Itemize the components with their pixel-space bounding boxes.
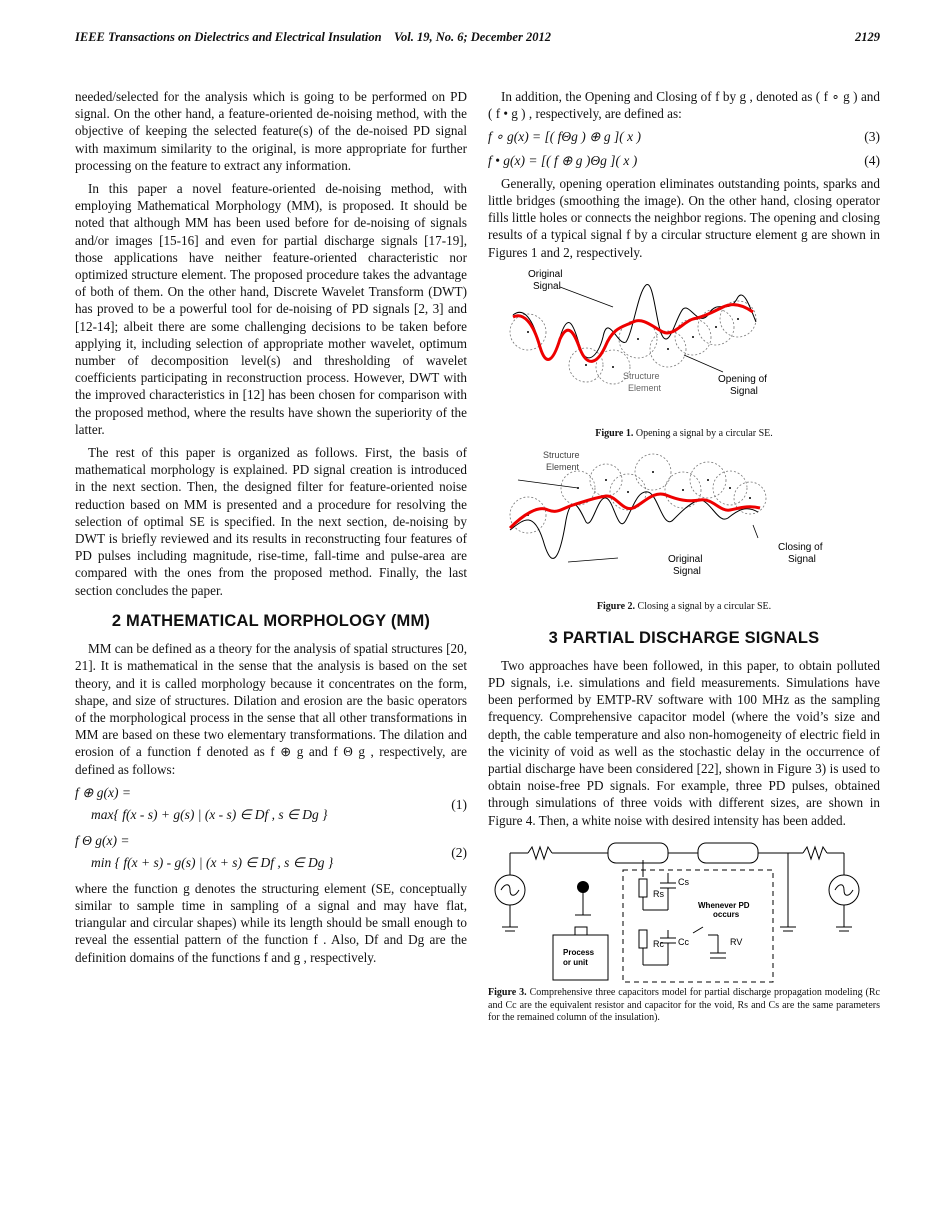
figure-2-diagram bbox=[488, 450, 880, 590]
fig1-opening-label-2: Signal bbox=[730, 385, 758, 397]
label-cs: Cs bbox=[678, 876, 689, 887]
resistor-rs bbox=[639, 879, 647, 897]
page-number: 2129 bbox=[855, 30, 880, 44]
fig2-closing-label: Closing of bbox=[778, 542, 823, 554]
equation-2: f Θ g(x) = min { f(x + s) - g(s) | (x + s) ∈ Df , s ∈ Dg } (2) bbox=[75, 832, 467, 870]
paragraph: needed/selected for the analysis which is going to be performed on PD signal. On the other hand, a feature-oriented de-noising method, with the objective of keeping the selected feature(s) of the de-noised PD signal with maximum similarity to the original, is more appropriate for further processing on the feature to extract any information. bbox=[75, 89, 467, 173]
paragraph: MM can be defined as a theory for the analysis of spatial structures [20, 21]. It is mathematical in the sense that the analysis is based on the set theory, and it is called morphology because it concentrates on the form, shape, and size of structures. Dilation and erosion are the basic operators of the morphological process in the sense that all other transformations in MM are based on these two elementary transformations. The dilation and erosion of a function f denoted as f ⊕ g and f Θ g , respectively, are defined as follows: bbox=[75, 641, 467, 777]
paragraph: Generally, opening operation eliminates outstanding points, sparks and little bridges (smoothing the image). On the other hand, closing operator fills little holes or connects the neighbor regions. The opening and closing results of a typical signal f by a circular structure element g are shown in Figures 1 and 2, respectively. bbox=[488, 175, 880, 260]
figure-3-circuit bbox=[488, 835, 880, 983]
figure-2-caption: Figure 2. Closing a signal by a circular SE. bbox=[596, 601, 772, 613]
equation-4: f • g(x) = [( f ⊕ g )Θg ]( x ) (4) bbox=[488, 152, 880, 168]
fig1-element-label: Element bbox=[628, 382, 662, 393]
label-whenever: Whenever PD bbox=[698, 900, 750, 910]
section-heading-pd: 3 PARTIAL DISCHARGE SIGNALS bbox=[548, 628, 820, 647]
figure-1-caption: Figure 1. Opening a signal by a circular SE. bbox=[595, 428, 773, 440]
original-signal-pointer bbox=[560, 287, 613, 307]
original-signal-line bbox=[510, 492, 758, 559]
figure-1-diagram bbox=[488, 267, 880, 417]
fig1-original-label-2: Signal bbox=[533, 280, 561, 292]
resistor-left bbox=[528, 847, 552, 859]
fig2-original-label: Original bbox=[668, 554, 703, 566]
paragraph: Two approaches have been followed, in this paper, to obtain polluted PD signals, i.e. simulations and field measurements. Simulations have been performed by EMTP-RV software with 100 MHz as the sampling frequency. Comprehensive capacitor model (where the void’s size and depth, the cable temperature and also non-homogeneity of electric field in the vicinity of void as well as the stochastic delay in the occurrence of partial discharge have been considered [22], shown in Figure 3) is used to obtain noise-free PD signals. For example, three PD pulses, obtained through simulations of three voids with different sizes, are shown in Figure 4. Then, a white noise with desired intensity has been added. bbox=[488, 657, 880, 828]
right-column bbox=[488, 88, 880, 1025]
figure-2 bbox=[488, 450, 880, 615]
section-heading-mm: 2 MATHEMATICAL MORPHOLOGY (MM) bbox=[111, 611, 431, 630]
paragraph: where the function g denotes the structuring element (SE, conceptually similar to sample time in sampling of a signal and may have flat, triangular and circular shapes) while its length should be small enough to reveal the essential pattern of the function f . Also, Df and Dg are the definition domains of the functions f and g , respectively. bbox=[75, 880, 467, 965]
journal-and-volume: IEEE Transactions on Dielectrics and Electrical Insulation Vol. 19, No. 6; December 2012 bbox=[75, 30, 551, 44]
original-signal-pointer bbox=[568, 558, 618, 562]
fig2-closing-label-2: Signal bbox=[788, 554, 816, 566]
label-rv: RV bbox=[730, 936, 743, 947]
label-cc: Cc bbox=[678, 936, 689, 947]
equation-3: f ∘ g(x) = [( fΘg ) ⊕ g ]( x ) (3) bbox=[488, 129, 880, 145]
label-unit: or unit bbox=[563, 957, 588, 967]
cable-left bbox=[608, 843, 668, 863]
fig1-structure-label: Structure bbox=[623, 370, 660, 381]
paragraph: The rest of this paper is organized as follows. First, the basis of mathematical morphology is explained. PD signal creation is introduced in the next section. Then, the designed filter for feature-oriented noise reduction based on MM is presented and a procedure for resolving the selection of optimal SE is specified. In the next section, de-noising by DWT is briefly reviewed and its results in reconstructing four features of PD pulses including magnitude, rise-time, fall-time and pulse-area are compared with the ones from the proposed method. Finally, the last section concludes the paper. bbox=[75, 445, 467, 598]
cable-right bbox=[698, 843, 758, 863]
running-header bbox=[75, 30, 880, 50]
fig1-original-label: Original bbox=[528, 268, 563, 280]
fig2-structure-label: Structure bbox=[543, 450, 580, 461]
resistor-right bbox=[803, 847, 827, 859]
resistor-rc bbox=[639, 930, 647, 948]
fig2-original-label-2: Signal bbox=[673, 566, 701, 578]
left-column bbox=[75, 88, 467, 972]
sensor-icon bbox=[577, 881, 589, 893]
figure-3 bbox=[488, 835, 880, 1025]
label-occurs: occurs bbox=[713, 909, 740, 919]
closing-signal-line bbox=[510, 494, 760, 528]
figure-1 bbox=[488, 267, 880, 442]
label-process: Process bbox=[563, 947, 595, 957]
paragraph: In this paper a novel feature-oriented de-noising method, with employing Mathematical Morphology (MM), is proposed. It should be noted that although MM has been used before for de-noising of signals and/or images [15-16] and even for partial discharge signals [17-19], those applications have neither feature-oriented characteristic nor optimized structure element. The proposed procedure takes the advantage of both of them. On the other hand, Discrete Wavelet Transform (DWT) has proved to be a powerful tool for de-noising of PD signals [2, 3] and [12-14]; albeit there are some challenging decisions to be taken before applying it, including selection of appropriate mother wavelet, optimum number of decomposition level(s) and thresholding of wavelet coefficients participating in reconstruction process. However, DWT with the improved characteristics in [12] has been chosen for comparison with the proposed method, where the results have shown the superiority of the latter. bbox=[75, 181, 467, 437]
label-rs: Rs bbox=[653, 888, 664, 899]
structure-element-pointer bbox=[518, 480, 578, 488]
label-rc: Rc bbox=[653, 938, 664, 949]
paragraph: In addition, the Opening and Closing of f by g , denoted as ( f ∘ g ) and ( f • g ) , respectively, are defined as: bbox=[488, 89, 880, 122]
equation-1: f ⊕ g(x) = max{ f(x - s) + g(s) | (x - s) ∈ Df , s ∈ Dg } (1) bbox=[75, 784, 467, 822]
opening-signal-pointer bbox=[684, 355, 723, 372]
opening-signal-line bbox=[513, 304, 753, 361]
closing-signal-pointer bbox=[753, 525, 758, 538]
fig1-opening-label: Opening of bbox=[718, 373, 767, 385]
figure-3-caption: Figure 3. Comprehensive three capacitors model for partial discharge propagation modeling (Rc and Cc are the equivalent resistor and capacitor for the void, Rs and Cs are the same parameters for the remained column of the insulation). bbox=[488, 987, 880, 1024]
fig2-element-label: Element bbox=[546, 462, 580, 473]
